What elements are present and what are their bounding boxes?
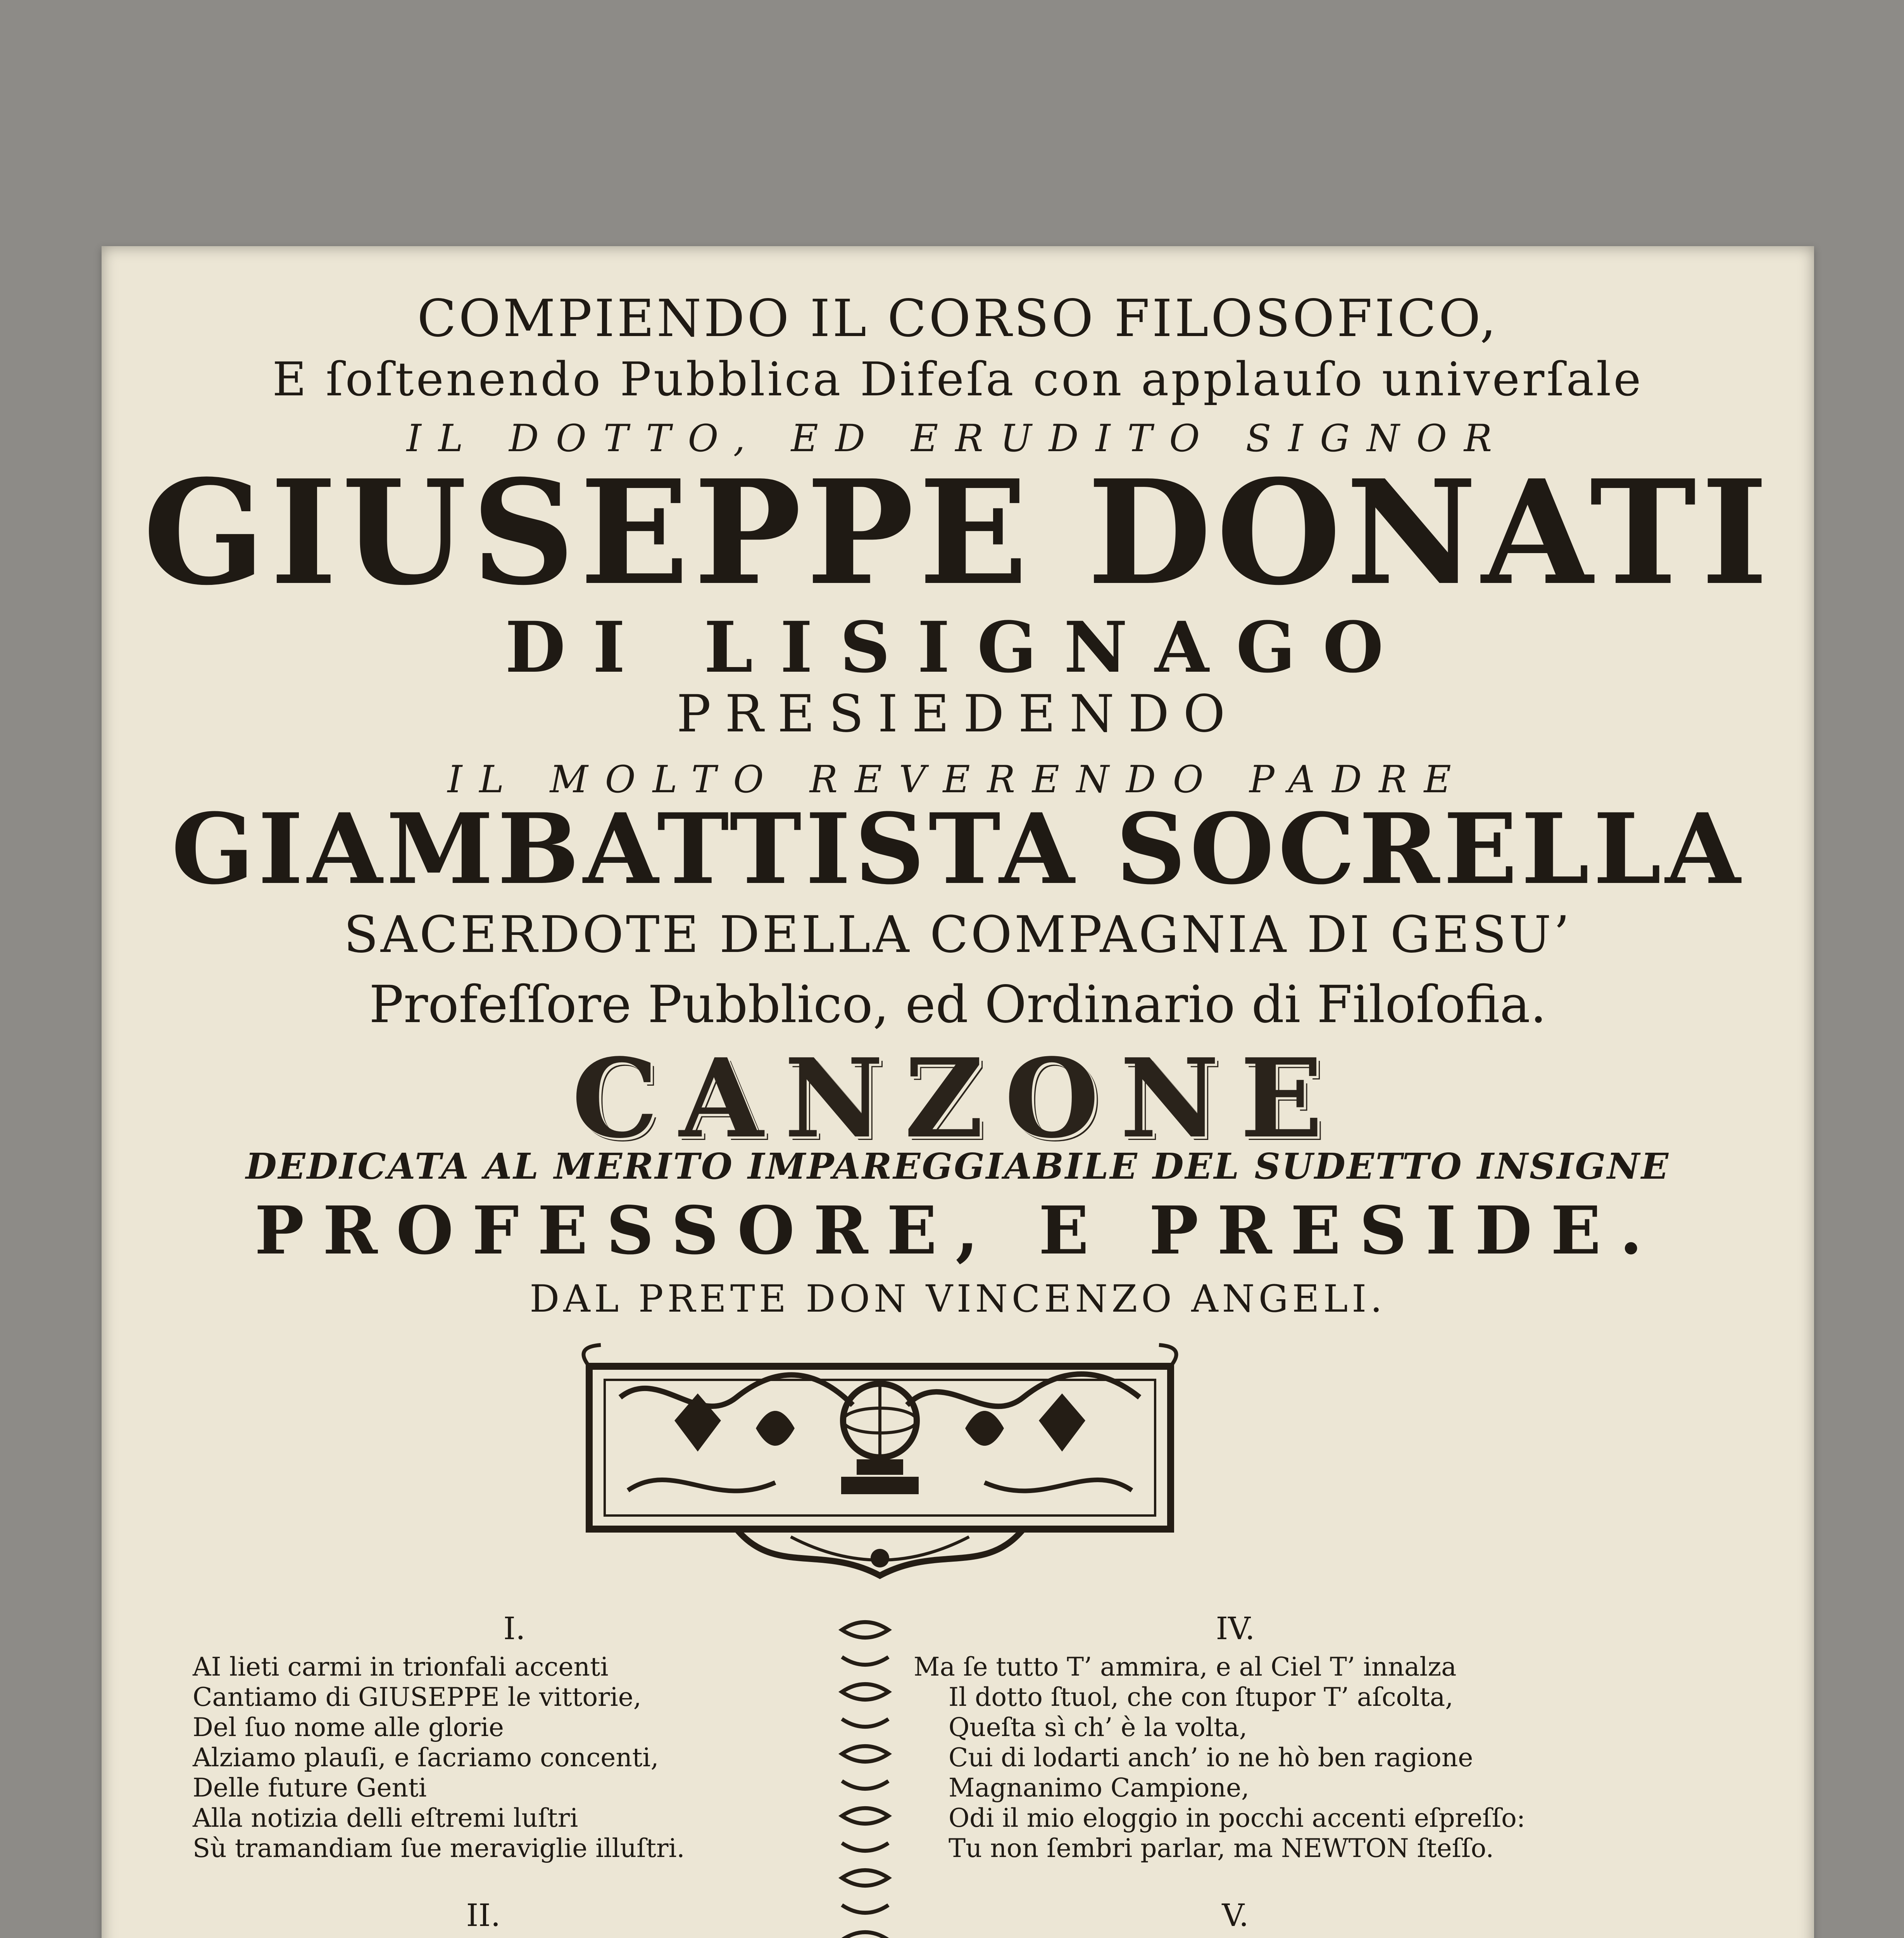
president-name: GIAMBATTISTA SOCRELLA — [171, 792, 1744, 906]
heading-line-2: E ſoſtenendo Pubblica Difeſa con applauſo univerſale — [272, 353, 1644, 407]
author-line: DAL PRETE DON VINCENZO ANGELI. — [529, 1277, 1386, 1321]
verse-line: AI lieti carmi in trionfali accenti — [193, 1652, 609, 1682]
president-role: Profeſſore Pubblico, ed Ordinario di Filoſofia. — [369, 975, 1547, 1035]
verse-line: Odi il mio eloggio in pocchi accenti eſpreſſo: — [949, 1803, 1525, 1833]
honoree-name: GIUSEPPE DONATI — [143, 449, 1773, 617]
stanza-numeral: I. — [503, 1610, 526, 1647]
stanza-numeral: II. — [466, 1897, 501, 1933]
verse-line: Il dotto ſtuol, che con ſtupor T’ aſcolta, — [949, 1682, 1454, 1712]
verse-line: Magnanimo Campione, — [949, 1773, 1250, 1803]
verse-line: Cui di lodarti anch’ io ne hò ben ragione — [949, 1743, 1473, 1772]
presiding-label: PRESIEDENDO — [676, 684, 1239, 744]
woodcut-ornament-icon — [574, 1343, 1186, 1579]
verse-line: Sù tramandiam ſue meraviglie illuſtri. — [193, 1833, 685, 1863]
dedicatee-line: PROFESSORE, E PRESIDE. — [254, 1192, 1661, 1269]
genre-title: CANZONE — [572, 1035, 1344, 1162]
verse-line: Ma ſe tutto T’ ammira, e al Ciel T’ innalza — [914, 1652, 1457, 1682]
verse-line: Cantiamo di GIUSEPPE le vittorie, — [193, 1682, 642, 1712]
verse-line: Delle future Genti — [193, 1773, 427, 1803]
honoree-origin: DI LISIGNAGO — [505, 607, 1411, 688]
president-title: SACERDOTE DELLA COMPAGNIA DI GESU’ — [343, 905, 1572, 964]
broadside-sheet — [102, 246, 1814, 1938]
verse-line: Queſta sì ch’ è la volta, — [949, 1712, 1247, 1742]
heading-line-1: COMPIENDO IL CORSO FILOSOFICO, — [417, 289, 1499, 348]
dedication-line: DEDICATA AL MERITO IMPAREGGIABILE DEL SUDETTO INSIGNE — [245, 1145, 1670, 1187]
stanza-5 — [914, 1897, 1557, 1938]
verse-line: Del ſuo nome alle glorie — [193, 1712, 504, 1742]
verse-line: Alla notizia delli eſtremi luſtri — [193, 1803, 578, 1833]
heading-line-3: IL DOTTO, ED ERUDITO SIGNOR — [406, 417, 1509, 460]
stanza-4 — [914, 1610, 1557, 1864]
verse-line: Alziamo plauſi, e ſacriamo concenti, — [193, 1743, 659, 1772]
stanza-2 — [162, 1897, 805, 1938]
stanza-1 — [193, 1610, 836, 1864]
verse-line: Tu non ſembri parlar, ma NEWTON ſteſſo. — [949, 1833, 1494, 1863]
stanza-numeral: V. — [1222, 1897, 1249, 1933]
heading-line-7: IL MOLTO REVERENDO PADRE — [447, 758, 1468, 801]
stanza-numeral: IV. — [1216, 1610, 1255, 1647]
acanthus-divider-icon — [826, 1618, 904, 1938]
